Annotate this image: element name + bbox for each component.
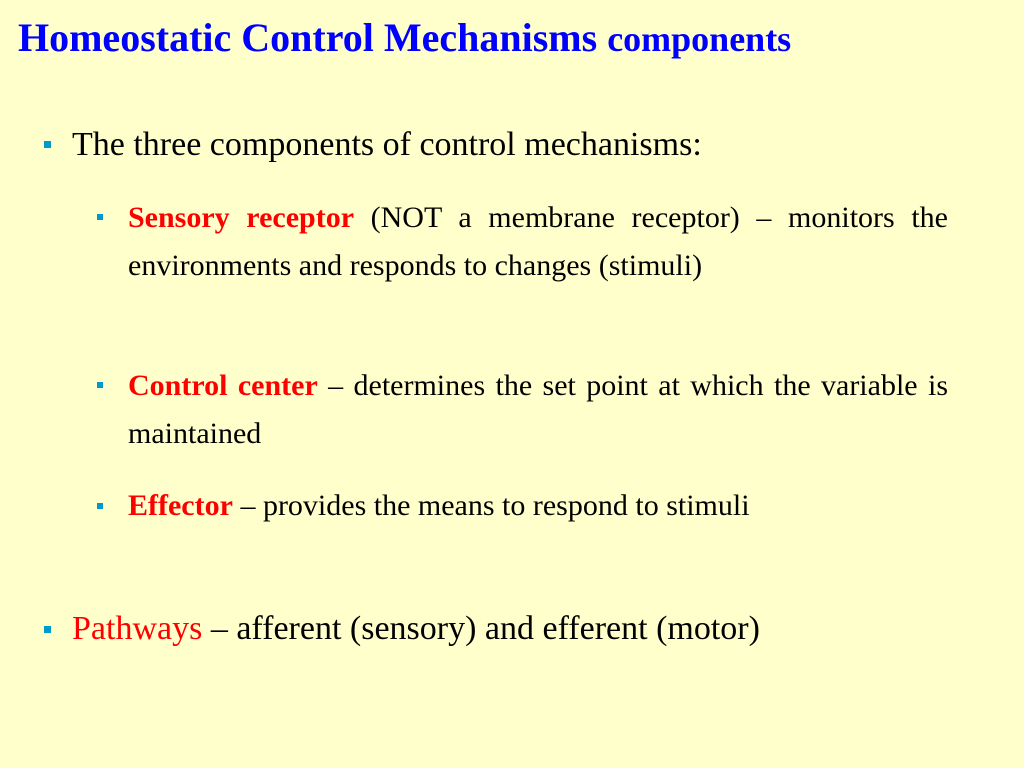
bullet-square-icon [97,382,103,388]
pathways-bullet [72,608,760,650]
intro-bullet: The three components of control mechanisms: [72,126,702,163]
title-main: Homeostatic Control Mechanisms [18,15,598,60]
sub-bullet-control-center [128,362,948,458]
title-suffix: components [607,19,792,59]
term-effector: Effector [128,489,233,522]
desc-pathways: – afferent (sensory) and efferent (motor) [202,610,760,647]
bullet-square-icon [44,626,51,633]
bullet-square-icon [97,503,103,509]
desc-control-center: – determines the set point at which the variable is maintained [128,369,948,450]
term-control-center: Control center [128,369,318,402]
sub-bullet-effector [128,482,948,530]
bullet-square-icon [44,141,51,148]
term-sensory-receptor: Sensory receptor [128,201,355,234]
desc-sensory-receptor: (NOT a membrane receptor) – monitors the environments and responds to changes (stimuli) [128,201,948,282]
slide-title [18,12,791,65]
sub-bullet-sensory-receptor [128,194,948,290]
bullet-square-icon [97,214,103,220]
desc-effector: – provides the means to respond to stimuli [232,489,750,522]
term-pathways: Pathways [72,610,203,647]
